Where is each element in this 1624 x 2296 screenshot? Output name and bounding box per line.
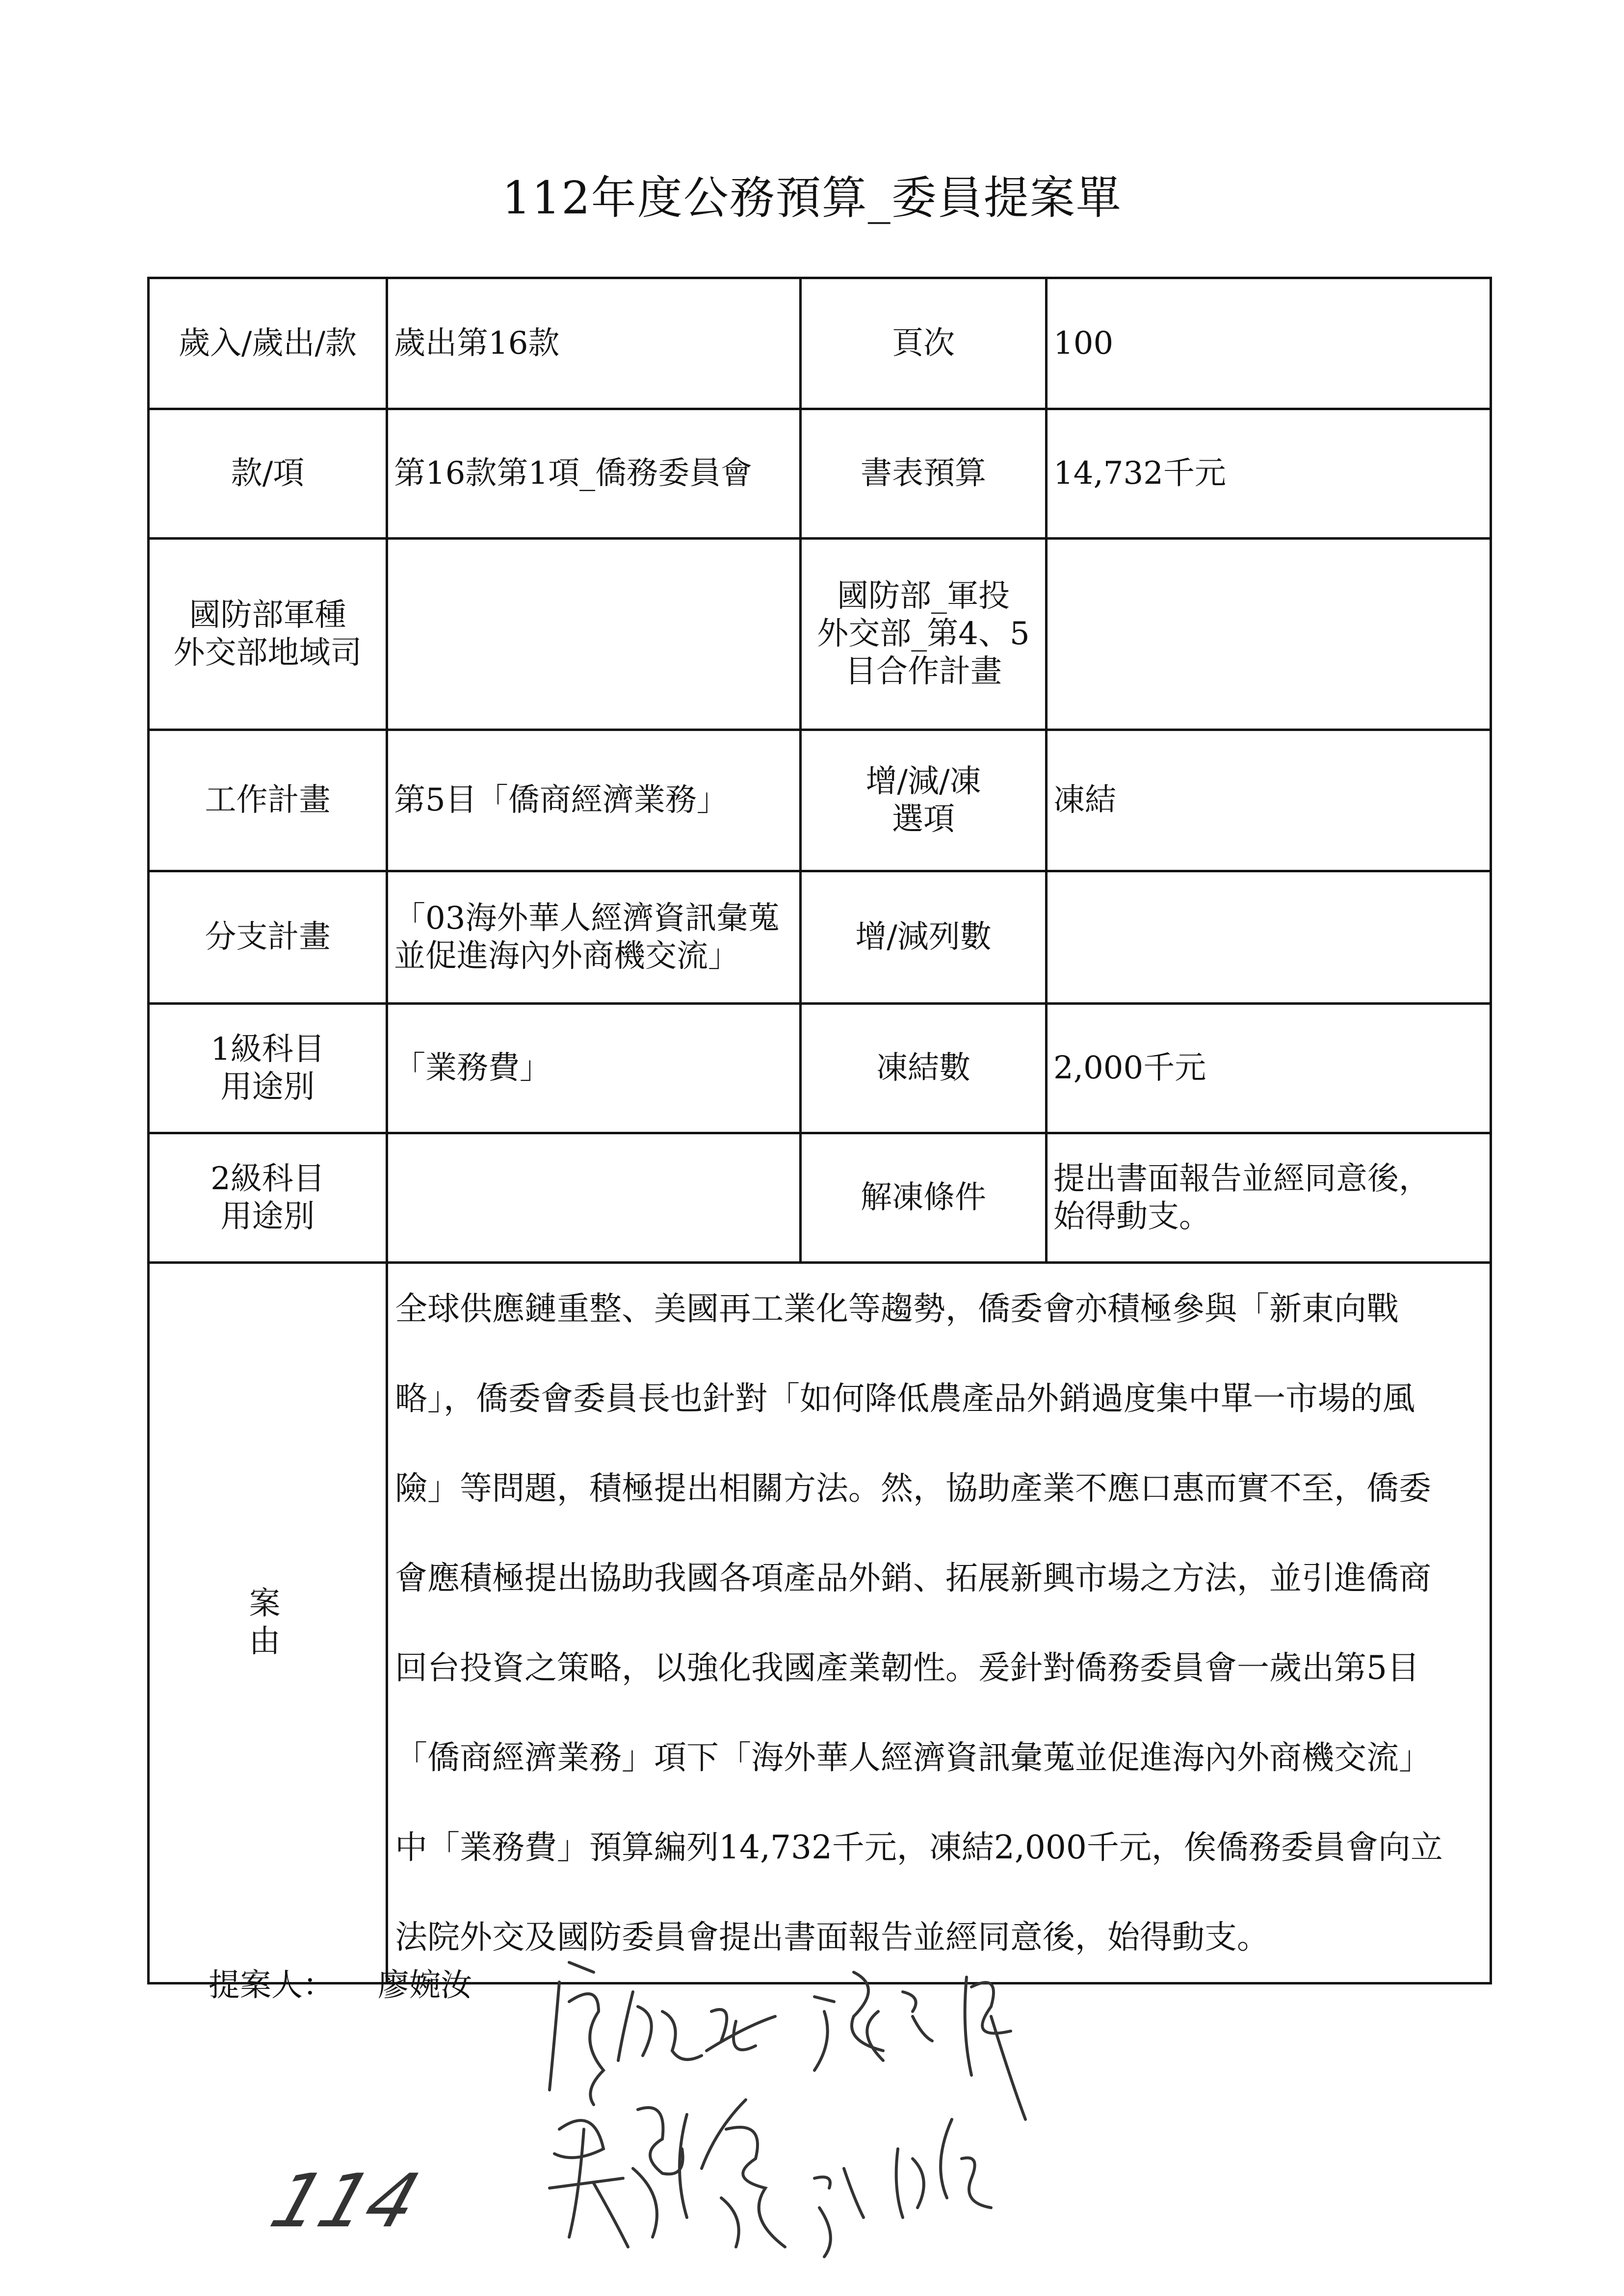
field-label [149,539,387,730]
field-label: 書表預算 [801,409,1047,539]
label-line: 外交部地域司 [173,634,362,671]
field-label: 款/項 [149,409,387,539]
label-line: 外交部_第4、5 [817,616,1030,652]
label-line: 2級科目 [210,1160,325,1197]
reason-line: 略」，僑委會委員長也針對「如何降低農產品外銷過度集中單一市場的風 [395,1380,1415,1417]
label-line: 增/減/凍 [865,763,981,800]
label-line: 選項 [892,801,955,837]
field-label [149,1133,387,1263]
table-row [149,871,1491,1004]
field-label: 歲入/歲出/款 [149,278,387,409]
reason-line: 法院外交及國防委員會提出書面報告並經同意後，始得動支。 [395,1918,1269,1956]
field-label: 分支計畫 [149,871,387,1004]
field-value: 凍結 [1047,730,1491,871]
field-value: 第16款第1項_僑務委員會 [387,409,801,539]
reason-line: 會應積極提出協助我國各項產品外銷、拓展新興市場之方法，並引進僑商 [395,1559,1431,1597]
reason-label: 案由 [149,1263,387,1983]
value-line: 始得動支。 [1053,1198,1210,1235]
signature-1 [550,1962,775,2105]
value-line: 提出書面報告並經同意後， [1053,1160,1430,1197]
handwritten-number: 114 [261,2159,429,2244]
label-line: 用途別 [220,1198,315,1235]
field-label [801,730,1047,871]
field-value: 第5目「僑商經濟業務」 [387,730,801,871]
field-value: 14,732千元 [1047,409,1491,539]
field-label: 解凍條件 [801,1133,1047,1263]
field-value: 100 [1047,278,1491,409]
field-label: 凍結數 [801,1004,1047,1133]
field-label [801,539,1047,730]
field-value: 歲出第16款 [387,278,801,409]
field-value [1047,871,1491,1004]
field-value [1047,539,1491,730]
field-value [387,871,801,1004]
field-label [149,1004,387,1133]
page-title: 112年度公務預算_委員提案單 [502,172,1122,224]
label-line: 目合作計畫 [845,653,1002,690]
reason-line: 全球供應鏈重整、美國再工業化等趨勢，僑委會亦積極參與「新東向戰 [395,1290,1399,1328]
field-value: 2,000千元 [1047,1004,1491,1133]
label-line: 國防部軍種 [189,597,346,633]
reason-line: 中「業務費」預算編列14,732千元，凍結2,000千元，俟僑務委員會向立 [395,1828,1443,1866]
table-row-reason [149,1263,1491,1983]
field-label: 頁次 [801,278,1047,409]
value-line: 「03海外華人經濟資訊彙蒐 [394,900,780,937]
field-value [387,1133,801,1263]
table-row [149,278,1491,409]
reason-line: 「僑商經濟業務」項下「海外華人經濟資訊彙蒐並促進海內外商機交流」 [395,1739,1431,1776]
label-line: 國防部_軍投 [837,578,1010,615]
signature-3 [550,2100,785,2247]
field-value [387,539,801,730]
value-line: 並促進海內外商機交流」 [394,938,739,974]
field-value [1047,1133,1491,1263]
field-label: 增/減列數 [801,871,1047,1004]
proposer-label: 提案人： [209,1967,334,2004]
table-row [149,539,1491,730]
table-row [149,1004,1491,1133]
field-label: 工作計畫 [149,730,387,871]
signature-2 [814,1972,1025,2119]
table-row [149,1133,1491,1263]
proposer-name: 廖婉汝 [378,1967,472,2004]
proposal-form-table [147,277,1492,1984]
reason-text [387,1263,1491,1983]
reason-line: 險」等問題，積極提出相關方法。然，協助產業不應口惠而實不至，僑委 [395,1469,1431,1507]
field-value: 「業務費」 [387,1004,801,1133]
signature-4 [814,2119,991,2257]
table-row [149,730,1491,871]
label-line: 用途別 [220,1069,315,1105]
handwritten-signatures [540,1943,1325,2262]
table-row [149,409,1491,539]
reason-line: 回台投資之策略，以強化我國產業韌性。爰針對僑務委員會一歲出第5目 [395,1649,1419,1687]
label-line: 1級科目 [210,1031,325,1068]
